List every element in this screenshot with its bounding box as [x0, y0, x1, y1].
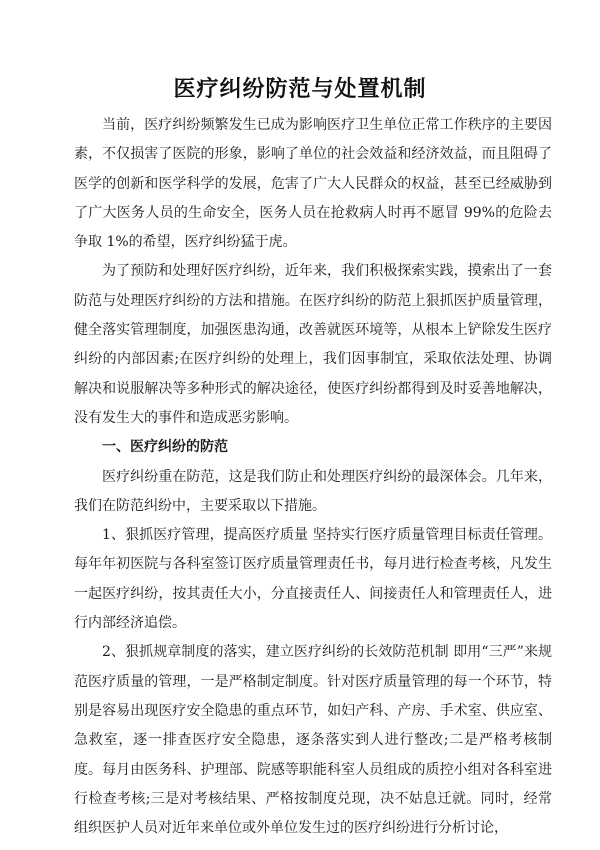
section-heading: 一、医疗纠纷的防范	[102, 439, 228, 456]
paragraph-item-1: 1、狠抓医疗管理，提高医疗质量 坚持实行医疗质量管理目标责任管理。每年年初医院与各科室签订医疗质量管理责任书，每月进行检查考核，凡发生一起医疗纠纷，按其责任大小，分直接责任人、间接责任人和管理责任人，进行内部经济追偿。	[74, 527, 552, 632]
paragraph-intro: 当前，医疗纠纷频繁发生已成为影响医疗卫生单位正常工作秩序的主要因素，不仅损害了医院的形象，影响了单位的社会效益和经济效益，而且阻碍了医学的创新和医学科学的发展，危害了广大人民群众的权益，甚至已经威胁到了广大医务人员的生命安全，医务人员在抢救病人时再不愿冒 99%的危险去争取 1%的希望，医疗纠纷猛于虎。	[74, 117, 552, 251]
paragraph-measures-overview: 为了预防和处理好医疗纠纷，近年来，我们积极探索实践，摸索出了一套防范与处理医疗纠纷的方法和措施。在医疗纠纷的防范上狠抓医护质量管理，健全落实管理制度，加强医患沟通，改善就医环境等，从根本上铲除发生医疗纠纷的内部因素;在医疗纠纷的处理上，我们因事制宜，采取依法处理、协调解决和说服解决等多种形式的解决途径，使医疗纠纷都得到及时妥善地解决，没有发生大的事件和造成恶劣影响。	[74, 263, 552, 426]
paragraph-prevention-focus: 医疗纠纷重在防范，这是我们防止和处理医疗纠纷的最深体会。几年来，我们在防范纠纷中，主要采取以下措施。	[74, 468, 552, 514]
paragraph-item-2: 2、狠抓规章制度的落实，建立医疗纠纷的长效防范机制 即用“三严”来规范医疗质量的管理，一是严格制定制度。针对医疗质量管理的每一个环节，特别是容易出现医疗安全隐患的重点环节，如妇产科、产房、手术室、供应室、急救室，逐一排查医疗安全隐患，逐条落实到人进行整改;二是严格考核制度。每月由医务科、护理部、院感等职能科室人员组成的质控小组对各科室进行检查考核;三是对考核结果、严格按制度兑现，决不姑息迁就。同时，经常组织医护人员对近年来单位或外单位发生过的医疗纠纷进行分析讨论，	[74, 644, 552, 837]
document-body	[74, 111, 552, 843]
page-title: 医疗纠纷防范与处置机制	[173, 76, 427, 102]
